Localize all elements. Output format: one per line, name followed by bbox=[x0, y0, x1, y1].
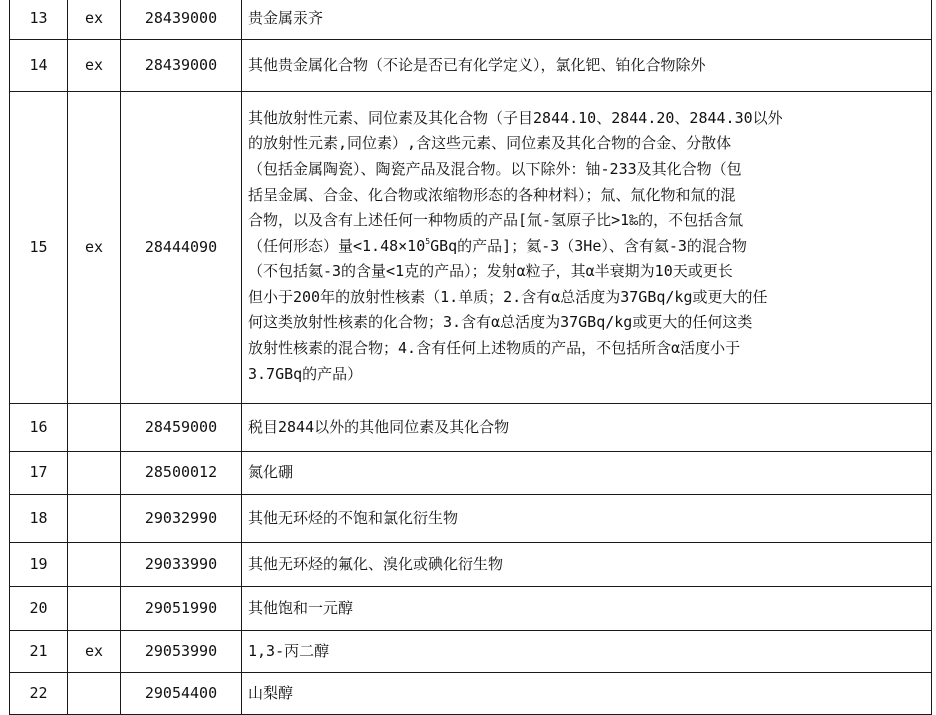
commodity-code: 29033990 bbox=[121, 543, 242, 587]
description-fragment: GBq的产品]；氦-3（3He）、含有氦-3的混合物 bbox=[430, 236, 747, 255]
table-row bbox=[10, 587, 932, 631]
ex-marker: ex bbox=[68, 40, 121, 92]
commodity-code: 29051990 bbox=[121, 587, 242, 631]
ex-marker: ex bbox=[68, 631, 121, 673]
description-line: 合物，以及含有上述任何一种物质的产品[氚-氢原子比>1‰的，不包括含氚 bbox=[248, 211, 744, 230]
commodity-code: 29053990 bbox=[121, 631, 242, 673]
table-row bbox=[10, 495, 932, 543]
description: 山梨醇 bbox=[242, 673, 932, 715]
description: 其他无环烃的不饱和氯化衍生物 bbox=[242, 495, 932, 543]
description-line: 其他放射性元素、同位素及其化合物（子目2844.10、2844.20、2844.30以外 bbox=[248, 108, 783, 127]
row-number: 17 bbox=[10, 452, 68, 495]
commodity-code: 29032990 bbox=[121, 495, 242, 543]
commodity-code: 28500012 bbox=[121, 452, 242, 495]
commodity-code: 28444090 bbox=[121, 92, 242, 404]
description: 氮化硼 bbox=[242, 452, 932, 495]
table-row bbox=[10, 673, 932, 715]
commodity-code: 28459000 bbox=[121, 404, 242, 452]
ex-marker bbox=[68, 587, 121, 631]
description-line: （不包括氦-3的含量<1克的产品）；发射α粒子，其α半衰期为10天或更长 bbox=[248, 262, 733, 281]
table-row bbox=[10, 452, 932, 495]
superscript-exponent: 5 bbox=[425, 236, 431, 246]
row-number: 19 bbox=[10, 543, 68, 587]
description: 其他无环烃的氟化、溴化或碘化衍生物 bbox=[242, 543, 932, 587]
row-number: 15 bbox=[10, 92, 68, 404]
table-row bbox=[10, 404, 932, 452]
description-line bbox=[248, 234, 923, 260]
table-row bbox=[10, 92, 932, 404]
tariff-table bbox=[9, 0, 932, 715]
description bbox=[242, 92, 932, 404]
table-row bbox=[10, 543, 932, 587]
ex-marker bbox=[68, 452, 121, 495]
description-line: 的放射性元素,同位素）,含这些元素、同位素及其化合物的合金、分散体 bbox=[248, 134, 732, 153]
ex-marker bbox=[68, 495, 121, 543]
row-number: 16 bbox=[10, 404, 68, 452]
description-fragment: （任何形态）量<1.48×10 bbox=[248, 236, 426, 255]
commodity-code: 28439000 bbox=[121, 40, 242, 92]
ex-marker bbox=[68, 543, 121, 587]
row-number: 20 bbox=[10, 587, 68, 631]
ex-marker bbox=[68, 673, 121, 715]
ex-marker bbox=[68, 404, 121, 452]
description: 其他饱和一元醇 bbox=[242, 587, 932, 631]
table-row bbox=[10, 0, 932, 40]
description-line: 3.7GBq的产品） bbox=[248, 364, 363, 383]
table-row bbox=[10, 631, 932, 673]
description: 税目2844以外的其他同位素及其化合物 bbox=[242, 404, 932, 452]
row-number: 14 bbox=[10, 40, 68, 92]
ex-marker: ex bbox=[68, 92, 121, 404]
description-line: 放射性核素的混合物；4.含有任何上述物质的产品，不包括所含α活度小于 bbox=[248, 339, 741, 358]
commodity-code: 28439000 bbox=[121, 0, 242, 40]
row-number: 21 bbox=[10, 631, 68, 673]
description: 1,3-丙二醇 bbox=[242, 631, 932, 673]
ex-marker: ex bbox=[68, 0, 121, 40]
row-number: 18 bbox=[10, 495, 68, 543]
row-number: 22 bbox=[10, 673, 68, 715]
description: 其他贵金属化合物（不论是否已有化学定义），氯化钯、铂化合物除外 bbox=[242, 40, 932, 92]
description-line: （包括金属陶瓷）、陶瓷产品及混合物。以下除外：铀-233及其化合物（包 bbox=[248, 159, 742, 178]
description: 贵金属汞齐 bbox=[242, 0, 932, 40]
description-line: 但小于200年的放射性核素（1.单质；2.含有α总活度为37GBq/kg或更大的任 bbox=[248, 287, 768, 306]
commodity-code: 29054400 bbox=[121, 673, 242, 715]
description-line: 何这类放射性核素的化合物；3.含有α总活度为37GBq/kg或更大的任何这类 bbox=[248, 313, 753, 332]
table-row bbox=[10, 40, 932, 92]
row-number: 13 bbox=[10, 0, 68, 40]
description-line: 括呈金属、合金、化合物或浓缩物形态的各种材料）；氚、氚化物和氚的混 bbox=[248, 185, 736, 204]
